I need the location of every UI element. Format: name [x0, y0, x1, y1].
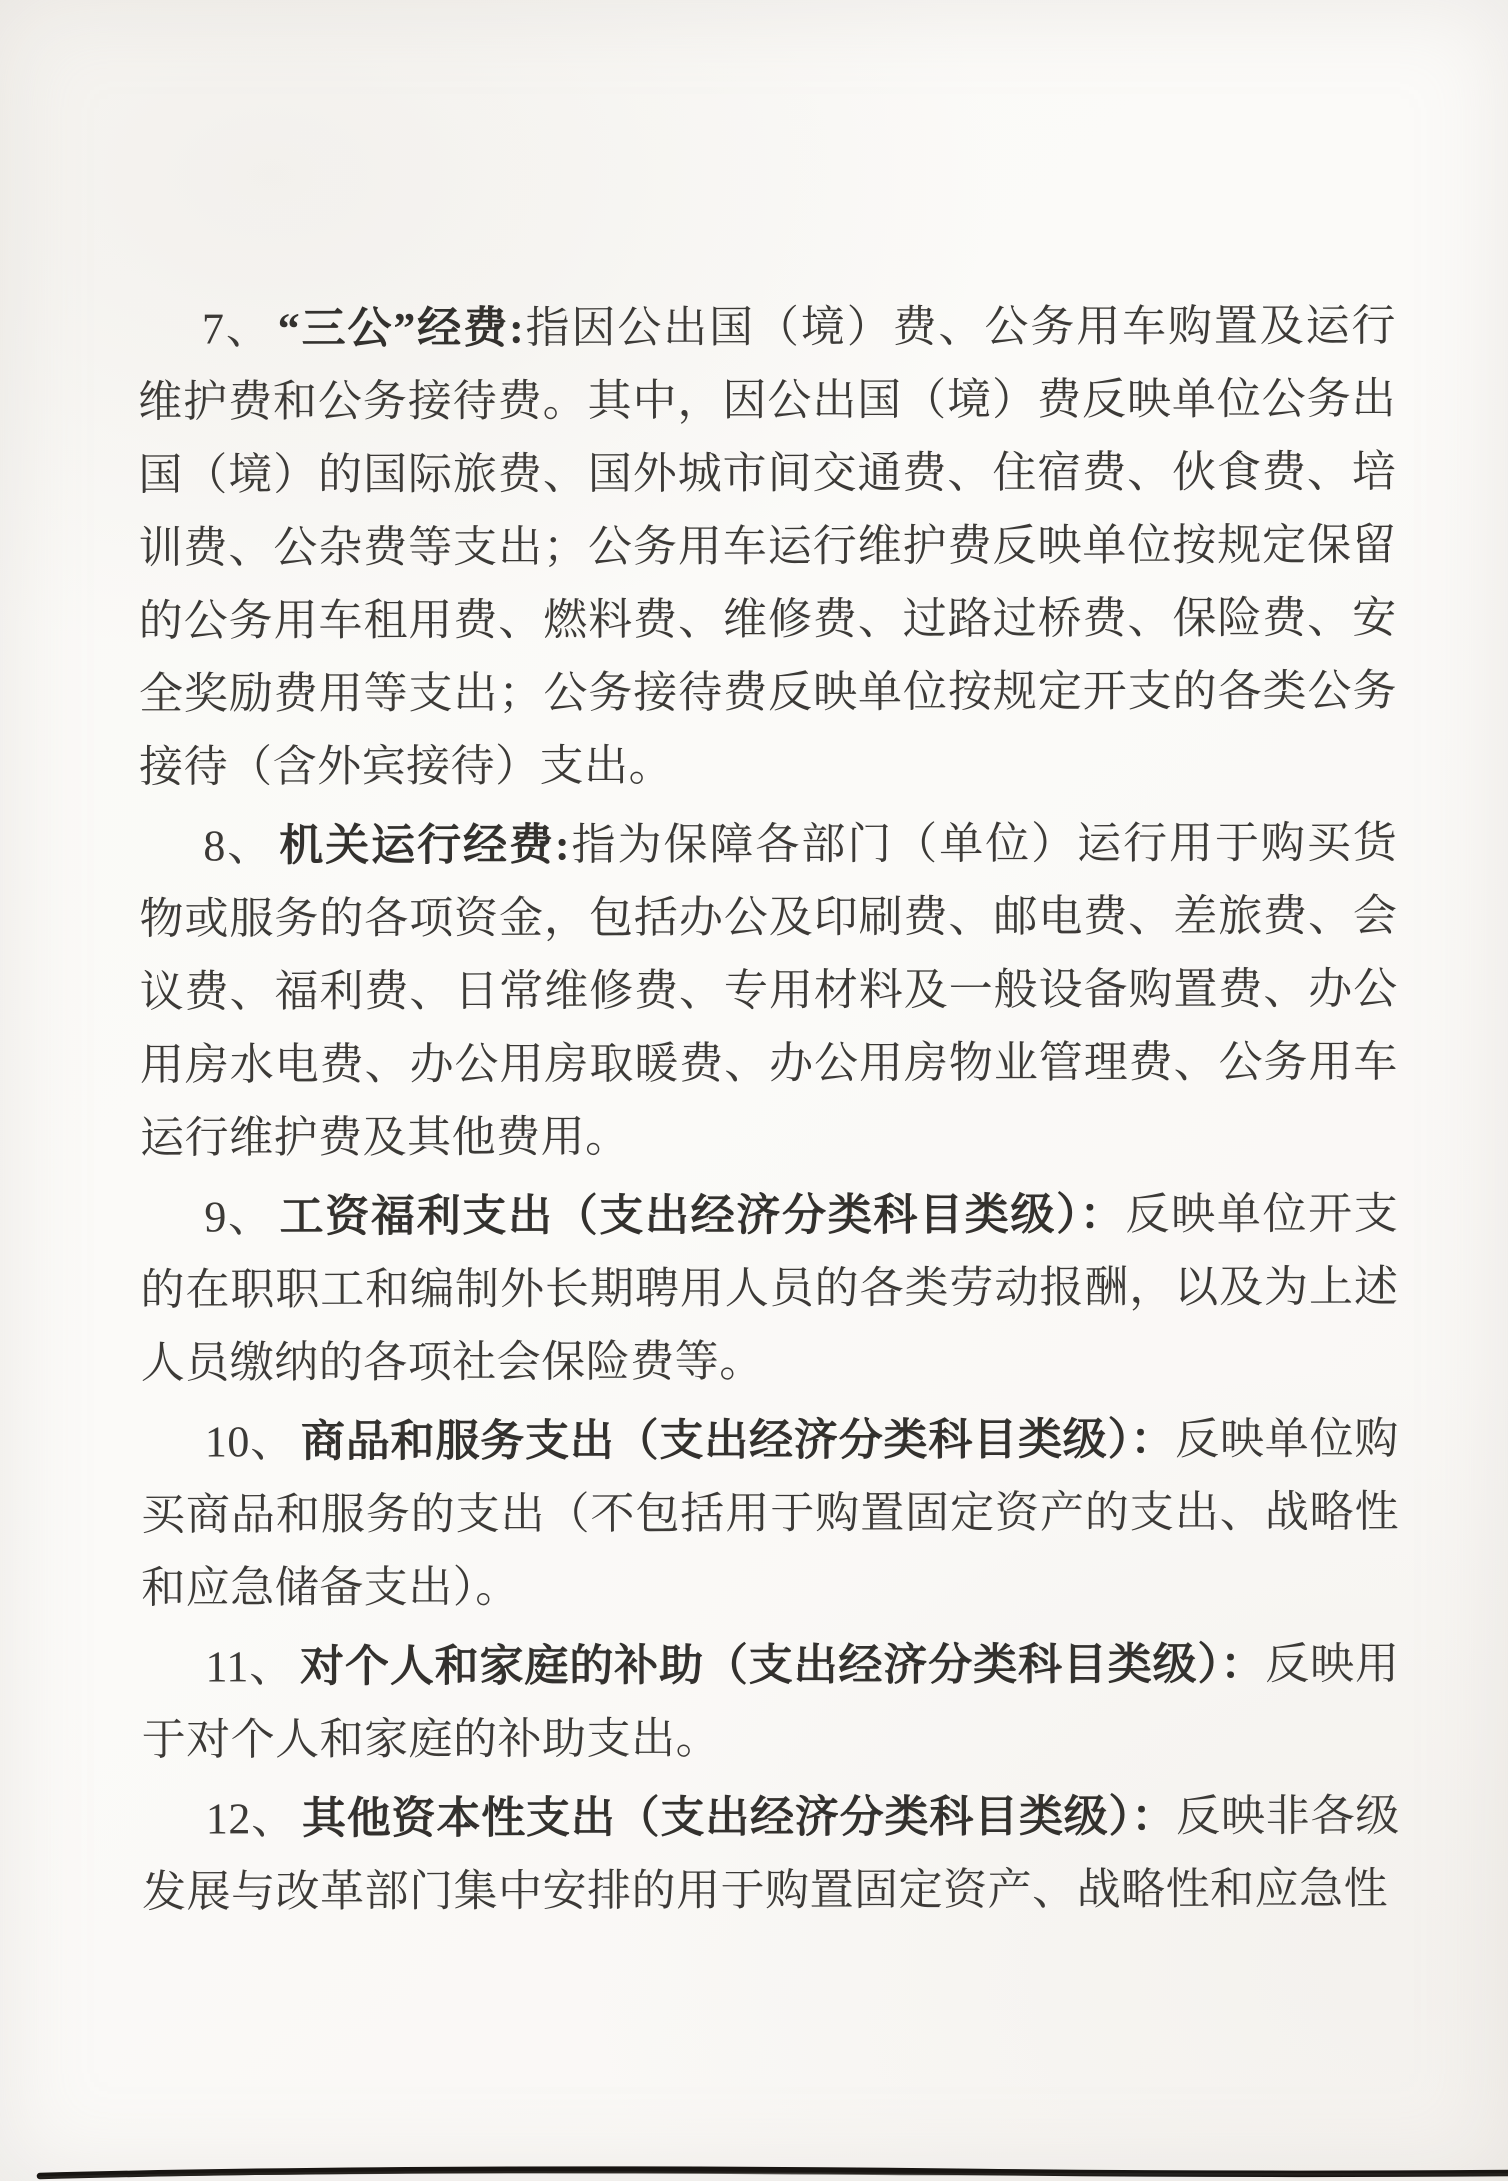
paragraph-number: 8、	[203, 821, 274, 871]
paragraph-item-10	[141, 1402, 1400, 1624]
paragraph-number: 12、	[205, 1794, 297, 1844]
paragraph-term: 其他资本性支出（支出经济分类科目类级）：	[301, 1791, 1177, 1844]
paragraph-body: 反映非各级发展与改革部门集中安排的用于购置固定资产、战略性和应急性	[141, 1791, 1400, 1917]
paragraph-body: 指为保障各部门（单位）运行用于购买货物或服务的各项资金，包括办公及印刷费、邮电费、差旅费、会议费、福利费、日常维修费、专用材料及一般设备购置费、办公用房水电费、办公用房取暖费、办公用房物业管理费、公务用车运行维护费及其他费用。	[139, 818, 1398, 1163]
scan-edge-artifact	[0, 2165, 1508, 2181]
paragraph-body: 指因公出国（境）费、公务用车购置及运行维护费和公务接待费。其中，因公出国（境）费反映单位公务出国（境）的国际旅费、国外城市间交通费、住宿费、伙食费、培训费、公杂费等支出；公务用车运行维护费反映单位按规定保留的公务用车租用费、燃料费、维修费、过路过桥费、保险费、安全奖励费用等支出；公务接待费反映单位按规定开支的各类公务接待（含外宾接待）支出。	[138, 301, 1397, 792]
paragraph-term: 对个人和家庭的补助（支出经济分类科目类级）：	[300, 1639, 1266, 1692]
paragraph-number: 7、	[201, 304, 272, 354]
paragraph-item-8	[139, 806, 1398, 1174]
paragraph-item-12	[142, 1779, 1400, 1928]
paragraph-number: 9、	[204, 1192, 274, 1242]
paragraph-term: 工资福利支出（支出经济分类科目类级）：	[279, 1190, 1126, 1242]
paragraph-term: 商品和服务支出（支出经济分类科目类级）：	[300, 1414, 1176, 1467]
paragraph-body: 反映单位开支的在职职工和编制外长期聘用人员的各类劳动报酬，以及为上述人员缴纳的各项社会保险费等。	[140, 1189, 1399, 1388]
paragraph-term: “三公”经费:	[277, 303, 525, 354]
paragraph-number: 11、	[205, 1642, 295, 1692]
paragraph-body: 反映用于对个人和家庭的补助支出。	[141, 1639, 1400, 1765]
paragraph-item-11	[141, 1627, 1399, 1776]
document-text-block	[138, 289, 1400, 1928]
paragraph-item-9	[140, 1177, 1399, 1399]
paragraph-item-7	[138, 289, 1397, 803]
paragraph-body: 反映单位购买商品和服务的支出（不包括用于购置固定资产的支出、战略性和应急储备支出）。	[140, 1414, 1400, 1613]
paragraph-number: 10、	[204, 1417, 296, 1467]
paragraph-term: 机关运行经费:	[279, 820, 571, 871]
